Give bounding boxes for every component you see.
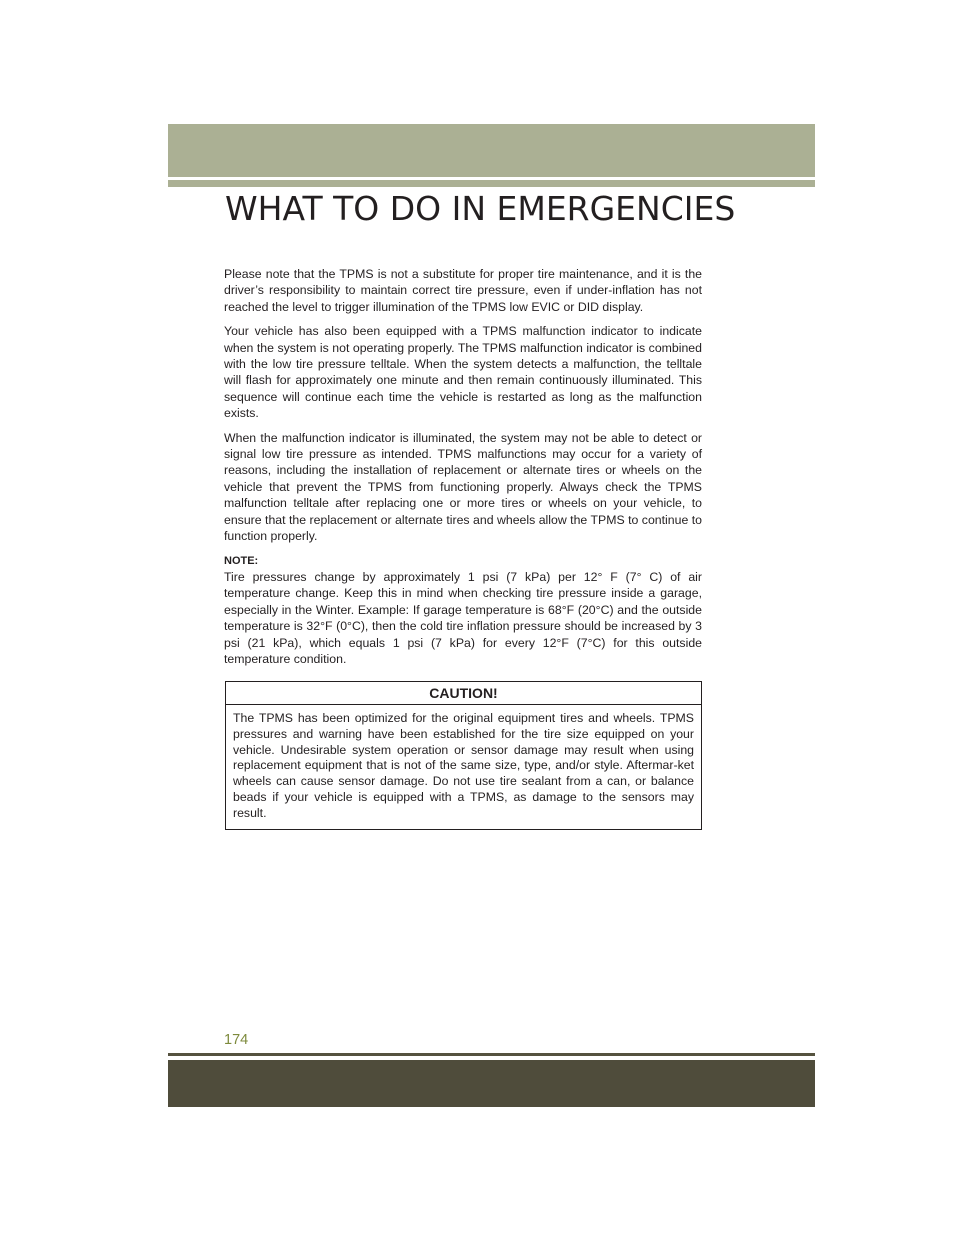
paragraph-malfunction-indicator: Your vehicle has also been equipped with a TPMS malfunction indicator to indicate when the system is not operating properly. The TPMS malfunction indicator is combined with the low tire pressure telltale. When the system detects a malfunction, the telltale will flash for approximately one minute and then remain continuously illuminated. This sequence will continue each time the vehicle is restarted as long as the malfunction exists. bbox=[224, 324, 702, 421]
caution-text: The TPMS has been optimized for the original equipment tires and wheels. TPMS pressures and warning have been established for the tire size equipped on your vehicle. Undesirable system operation or sensor damage may result when using replacement equipment that is not of the same size, type, and/or style. Aftermar-ket wheels can cause sensor damage. Do not use tire sealant from a can, or balance beads if your vehicle is equipped with a TPMS, as damage to the sensors may result. bbox=[233, 711, 694, 820]
page-title: WHAT TO DO IN EMERGENCIES bbox=[225, 189, 736, 228]
page-number: 174 bbox=[224, 1032, 249, 1048]
caution-box bbox=[225, 681, 702, 830]
footer-band bbox=[168, 1060, 815, 1107]
paragraph-malfunction-causes: When the malfunction indicator is illuminated, the system may not be able to detect or signal low tire pressure as intended. TPMS malfunctions may occur for a variety of reasons, including the installation of replacement or alternate tires or wheels on the vehicle that prevent the TPMS from functioning properly. Always check the TPMS malfunction telltale after replacing one or more tires or wheels on your vehicle, to ensure that the replacement or alternate tires and wheels allow the TPMS to continue to function properly. bbox=[224, 430, 702, 544]
note-text: Tire pressures change by approximately 1 psi (7 kPa) per 12° F (7° C) of air temperature change. Keep this in mind when checking tire pressure inside a garage, especially in the Winter. Example: If garage temperature is 68°F (20°C) and the outside temperature is 32°F (0°C), then the cold tire inflation pressure should be increased by 3 psi (21 kPa), which equals 1 psi (7 kPa) for every 12°F (7°C) for this outside temperature condition. bbox=[224, 569, 702, 666]
header-band bbox=[168, 124, 815, 177]
note-label: NOTE: bbox=[224, 554, 259, 567]
paragraph-tpms-maintenance: Please note that the TPMS is not a substitute for proper tire maintenance, and it is the driver’s responsibility to maintain correct tire pressure, even if under-inflation has not reached the level to trigger illumination of the TPMS low EVIC or DID display. bbox=[224, 267, 702, 314]
caution-heading: CAUTION! bbox=[226, 682, 701, 705]
main-content bbox=[224, 266, 702, 667]
header-rule bbox=[168, 180, 815, 187]
footer-rule bbox=[168, 1053, 815, 1056]
